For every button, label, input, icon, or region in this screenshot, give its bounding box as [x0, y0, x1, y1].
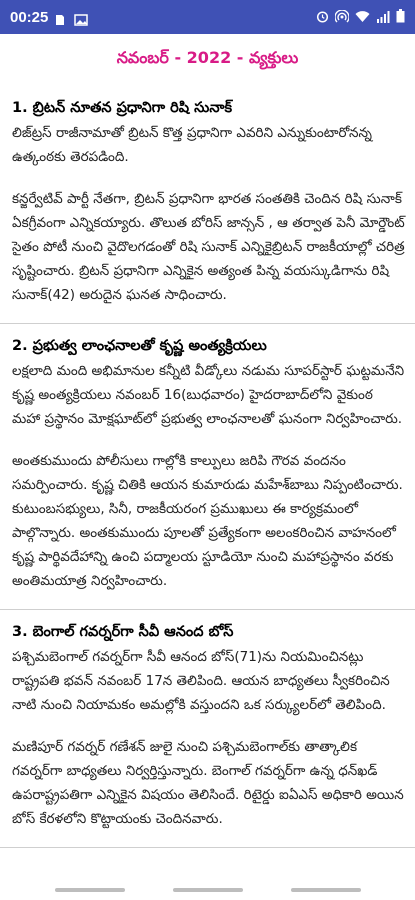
alarm-icon — [316, 8, 329, 27]
article-paragraph: లిజ్‌ట్రస్ రాజీనామాతో బ్రిటన్ కొత్త ప్రధానిగా ఎవరిని ఎన్నుకుంటారోనన్న ఉత్కంఠకు తెరపడింది. — [12, 125, 372, 165]
article-list[interactable] — [0, 86, 415, 880]
article-card — [0, 86, 415, 324]
status-time: 00:25 — [10, 8, 49, 26]
article-paragraph: మణిపూర్ గవర్నర్ గణేశన్ జులై నుంచి పశ్చిమబెంగాల్‌కు తాత్కాలిక గవర్నర్‌గా బాధ్యతలు నిర్వర్తిస్తున్నారు. బెంగాల్ గవర్నర్‌గా ఉన్న ధన్‌ఖడ్ ఉపరాష్ట్రపతిగా ఎన్నికైన విషయం తెలిసిందే. రిటైర్డు ఐఏఎస్ అధికారి అయిన బోస్ కేరళలోని కొట్టాయంకు చెందినవారు. — [12, 739, 404, 827]
navigation-bar — [0, 880, 415, 900]
page-title: నవంబర్ - 2022 - వ్యక్తులు — [116, 47, 299, 67]
article-title: 1. బ్రిటన్ నూతన ప్రధానిగా రిషి సునాక్ — [12, 100, 233, 116]
home-nav-handle[interactable] — [173, 888, 243, 892]
status-bar — [0, 0, 415, 34]
battery-icon — [396, 8, 405, 27]
wifi-icon — [355, 8, 370, 27]
article-card — [0, 324, 415, 610]
back-nav-handle[interactable] — [291, 888, 361, 892]
signal-icon — [376, 8, 390, 27]
hotspot-icon — [335, 8, 349, 27]
status-icons-right — [316, 8, 405, 27]
sim-card-icon — [54, 11, 68, 23]
article-paragraph: అంతకుముందు పోలీసులు గాల్లోకి కాల్పులు జరిపి గౌరవ వందనం సమర్పించారు. కృష్ణ చితికి ఆయన కుమారుడు మహేశ్‌బాబు నిప్పంటించారు. కుటుంబసభ్యులు, సినీ, రాజకీయరంగ ప్రముఖులు ఈ కార్యక్రమంలో పాల్గొన్నారు. అంతకుముందు పూలతో ప్రత్యేకంగా అలంకరించిన వాహనంలో కృష్ణ పార్థివదేహాన్ని ఉంచి పద్మాలయ స్టూడియో నుంచి మహాప్రస్థానం వరకు అంతిమయాత్ర నిర్వహించారు. — [12, 453, 403, 589]
article-paragraph: లక్షలాది మంది అభిమానుల కన్నీటి వీడ్కోలు నడుమ సూపర్‌స్టార్ ఘట్టమనేని కృష్ణ అంత్యక్రియలు నవంబర్ 16(బుధవారం) హైదరాబాద్‌లోని వైకుంఠ మహా ప్రస్థానం మోక్షఘాట్‌లో ప్రభుత్వ లాంఛనాలతో ఘనంగా నిర్వహించారు. — [12, 363, 405, 427]
recents-nav-handle[interactable] — [55, 888, 125, 892]
article-paragraph: కన్జర్వేటివ్ పార్టీ నేతగా, బ్రిటన్ ప్రధానిగా భారత సంతతికి చెందిన రిషి సునాక్ ఏకగ్రీవంగా ఎన్నికయ్యారు. తొలుత బోరిస్ జాన్సన్ , ఆ తర్వాత పెనీ మోర్డౌంట్ సైతం పోటీ నుంచి వైదొలగడంతో రిషి సునాక్ ఎన్నికైబ్రిటన్ రాజకీయాల్లో చరిత్ర సృష్టించారు. బ్రిటన్ ప్రధానిగా ఎన్నికైన అత్యంత పిన్న వయస్కుడిగాను రిషి సునాక్(42) అరుదైన ఘనత సాధించారు. — [12, 191, 405, 303]
article-card — [0, 610, 415, 848]
image-icon — [74, 11, 88, 23]
article-paragraph: పశ్చిమబెంగాల్ గవర్నర్‌గా సీవీ ఆనంద బోస్(71)ను నియమించినట్లు రాష్ట్రపతి భవన్ నవంబర్ 17న తెలిపింది. ఆయన బాధ్యతలు స్వీకరించిన నాటి నుంచి నియామకం అమల్లోకి వస్తుందని ఒక సర్క్యులర్‌లో తెలిపింది. — [12, 649, 390, 713]
article-title: 2. ప్రభుత్వ లాంఛనాలతో కృష్ణ అంత్యక్రియలు — [12, 338, 267, 354]
article-title: 3. బెంగాల్ గవర్నర్‌గా సీవీ ఆనంద బోస్ — [12, 624, 234, 640]
